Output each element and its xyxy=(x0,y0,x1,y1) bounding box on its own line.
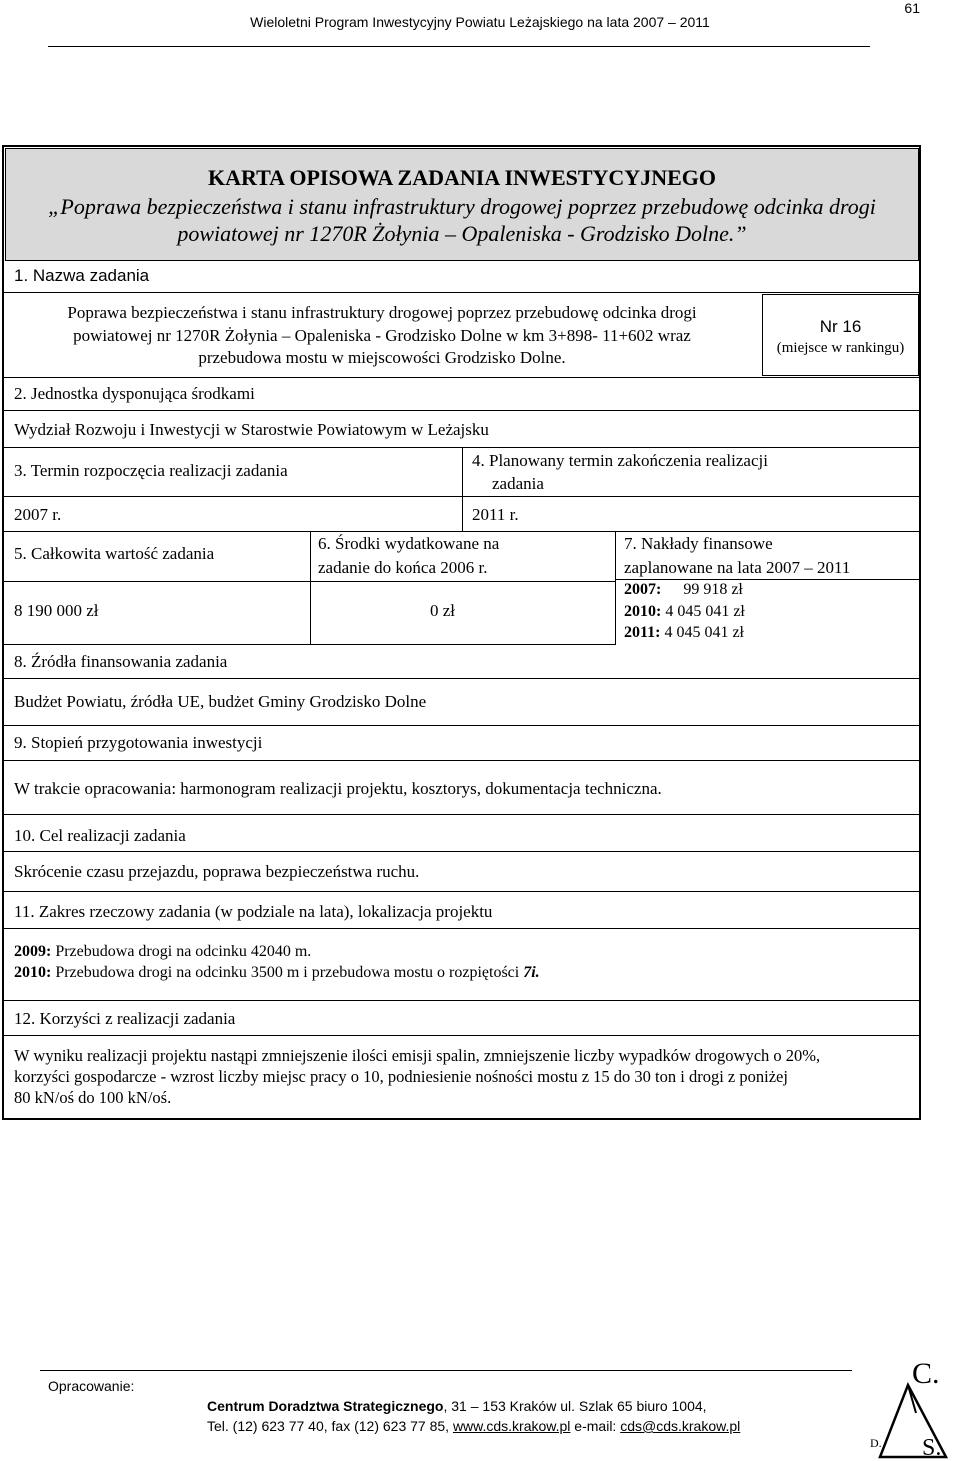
footer-email-link[interactable]: cds@cds.krakow.pl xyxy=(620,1418,741,1434)
footer-contact-line xyxy=(207,1418,740,1434)
card-title: KARTA OPISOWA ZADANIA INWESTYCYJNEGO xyxy=(208,165,716,190)
s2-rule xyxy=(2,410,921,411)
s1-line3: przebudowa mostu w miejscowości Grodzisko Dolne. xyxy=(198,348,566,367)
s4-heading-line1: 4. Planowany termin zakończenia realizacji xyxy=(472,451,768,470)
s8-value: Budżet Powiatu, źródła UE, budżet Gminy Grodzisko Dolne xyxy=(14,692,427,711)
s7-year: 2010: xyxy=(624,603,662,620)
header-rule xyxy=(48,46,870,47)
s4-heading-line2: zadania xyxy=(492,474,544,493)
footer-org: Centrum Doradztwa Strategicznego xyxy=(207,1398,444,1414)
s1-line2: powiatowej nr 1270R Żołynia – Opaleniska - Grodzisko Dolne w km 3+898- 11+602 wraz xyxy=(73,326,691,345)
s5-heading: 5. Całkowita wartość zadania xyxy=(14,544,215,563)
s10-heading: 10. Cel realizacji zadania xyxy=(14,826,186,845)
footer-label: Opracowanie: xyxy=(48,1378,135,1394)
svg-text:C.: C. xyxy=(912,1357,940,1390)
s7-year: 2007: xyxy=(624,581,662,598)
s7-row-2007 xyxy=(624,581,743,599)
s7-amount: 4 045 041 zł xyxy=(665,603,745,620)
s3-heading: 3. Termin rozpoczęcia realizacji zadania xyxy=(14,461,288,480)
s7-row-2011 xyxy=(624,624,744,642)
s11-bottom-rule xyxy=(2,1000,921,1001)
s1-line1: Poprawa bezpieczeństwa i stanu infrastruktury drogowej poprzez przebudowę odcinka drogi xyxy=(67,303,697,322)
s12-line2: korzyści gospodarcze - wzrost liczby miejsc pracy o 10, podniesienie nośności mostu z 15 do 30 ton i drogi z poniżej xyxy=(14,1067,788,1086)
s34-divider xyxy=(462,447,463,531)
s11-heading: 11. Zakres rzeczowy zadania (w podziale na lata), lokalizacja projektu xyxy=(14,902,493,921)
s12-line3: 80 kN/oś do 100 kN/oś. xyxy=(14,1088,172,1107)
s3-value: 2007 r. xyxy=(14,505,62,524)
s56-bottom-rule xyxy=(2,644,616,645)
s9-value: W trakcie opracowania: harmonogram realizacji projektu, kosztorys, dokumentacja techniczna. xyxy=(14,779,662,798)
s11-text: Przebudowa drogi na odcinku 3500 m i przebudowa mostu o rozpiętości xyxy=(55,964,524,981)
s5-value: 8 190 000 zł xyxy=(14,601,99,620)
s7-amount: 99 918 zł xyxy=(683,581,743,598)
s7-year: 2011: xyxy=(624,624,661,641)
s11-rule xyxy=(2,928,921,929)
s4-value: 2011 r. xyxy=(472,505,519,524)
rank-number: Nr 16 xyxy=(819,317,862,336)
footer-rule xyxy=(40,1370,852,1371)
s11-row-2010 xyxy=(14,964,540,982)
s7-amount: 4 045 041 zł xyxy=(664,624,744,641)
card-subtitle-line2: powiatowej nr 1270R Żołynia – Opaleniska - Grodzisko Dolne.” xyxy=(177,221,747,246)
svg-text:D.: D. xyxy=(870,1436,882,1450)
s12-heading: 12. Korzyści z realizacji zadania xyxy=(14,1009,236,1028)
page-number: 61 xyxy=(904,0,920,16)
s10-bottom-rule xyxy=(2,891,921,892)
footer-email-label: e-mail: xyxy=(570,1418,621,1434)
footer-www-link[interactable]: www.cds.krakow.pl xyxy=(452,1418,571,1434)
s7-heading-line2: zaplanowane na lata 2007 – 2011 xyxy=(624,558,851,577)
s9-bottom-rule xyxy=(2,814,921,815)
s11-row-2009 xyxy=(14,943,311,961)
s8-bottom-rule xyxy=(2,725,921,726)
s1-bottom-rule xyxy=(2,377,921,378)
footer-address-line xyxy=(207,1398,707,1414)
s34-rule xyxy=(2,496,921,497)
cds-logo xyxy=(862,1355,960,1461)
s67-divider xyxy=(615,531,616,644)
rank-note: (miejsce w rankingu) xyxy=(776,340,905,356)
s8-rule xyxy=(2,678,921,679)
s10-value: Skrócenie czasu przejazdu, poprawa bezpieczeństwa ruchu. xyxy=(14,862,420,881)
s1-heading: 1. Nazwa zadania xyxy=(14,266,150,285)
s11-text: Przebudowa drogi na odcinku 42040 m. xyxy=(55,943,312,960)
s6-value: 0 zł xyxy=(430,601,456,620)
running-title: Wieloletni Program Inwestycyjny Powiatu Leżajskiego na lata 2007 – 2011 xyxy=(250,14,710,30)
s56-divider xyxy=(310,531,311,644)
svg-text:S.: S. xyxy=(922,1435,942,1461)
s2-value: Wydział Rozwoju i Inwestycji w Starostwie Powiatowym w Leżajsku xyxy=(14,420,489,439)
s10-rule xyxy=(2,851,921,852)
footer-phone: Tel. (12) 623 77 40, fax (12) 623 77 85, xyxy=(207,1418,453,1434)
s7-heading-line1: 7. Nakłady finansowe xyxy=(624,534,773,553)
footer-address: , 31 – 153 Kraków ul. Szlak 65 biuro 1004, xyxy=(443,1398,707,1414)
s1-rule xyxy=(2,292,921,293)
s8-heading: 8. Źródła finansowania zadania xyxy=(14,652,228,671)
s11-year: 2009: xyxy=(14,943,52,960)
s7-rule xyxy=(615,579,921,580)
s56-rule xyxy=(2,581,616,582)
card-subtitle-line1: „Poprawa bezpieczeństwa i stanu infrastruktury drogowej poprzez przebudowę odcinka drogi xyxy=(48,194,876,219)
s6-heading-line2: zadanie do końca 2006 r. xyxy=(318,558,488,577)
s9-heading: 9. Stopień przygotowania inwestycji xyxy=(14,733,263,752)
s12-line1: W wyniku realizacji projektu nastąpi zmniejszenie ilości emisji spalin, zmniejszenie liczby wypadków drogowych o 20%, xyxy=(14,1046,821,1065)
s9-rule xyxy=(2,760,921,761)
s6-heading-line1: 6. Środki wydatkowane na xyxy=(318,534,500,553)
s11-tail: 7i. xyxy=(523,964,540,981)
s7-row-2010 xyxy=(624,603,745,621)
s11-year: 2010: xyxy=(14,964,52,981)
s12-rule xyxy=(2,1035,921,1036)
s34-bottom-rule xyxy=(2,531,921,532)
s2-heading: 2. Jednostka dysponująca środkami xyxy=(14,384,255,403)
